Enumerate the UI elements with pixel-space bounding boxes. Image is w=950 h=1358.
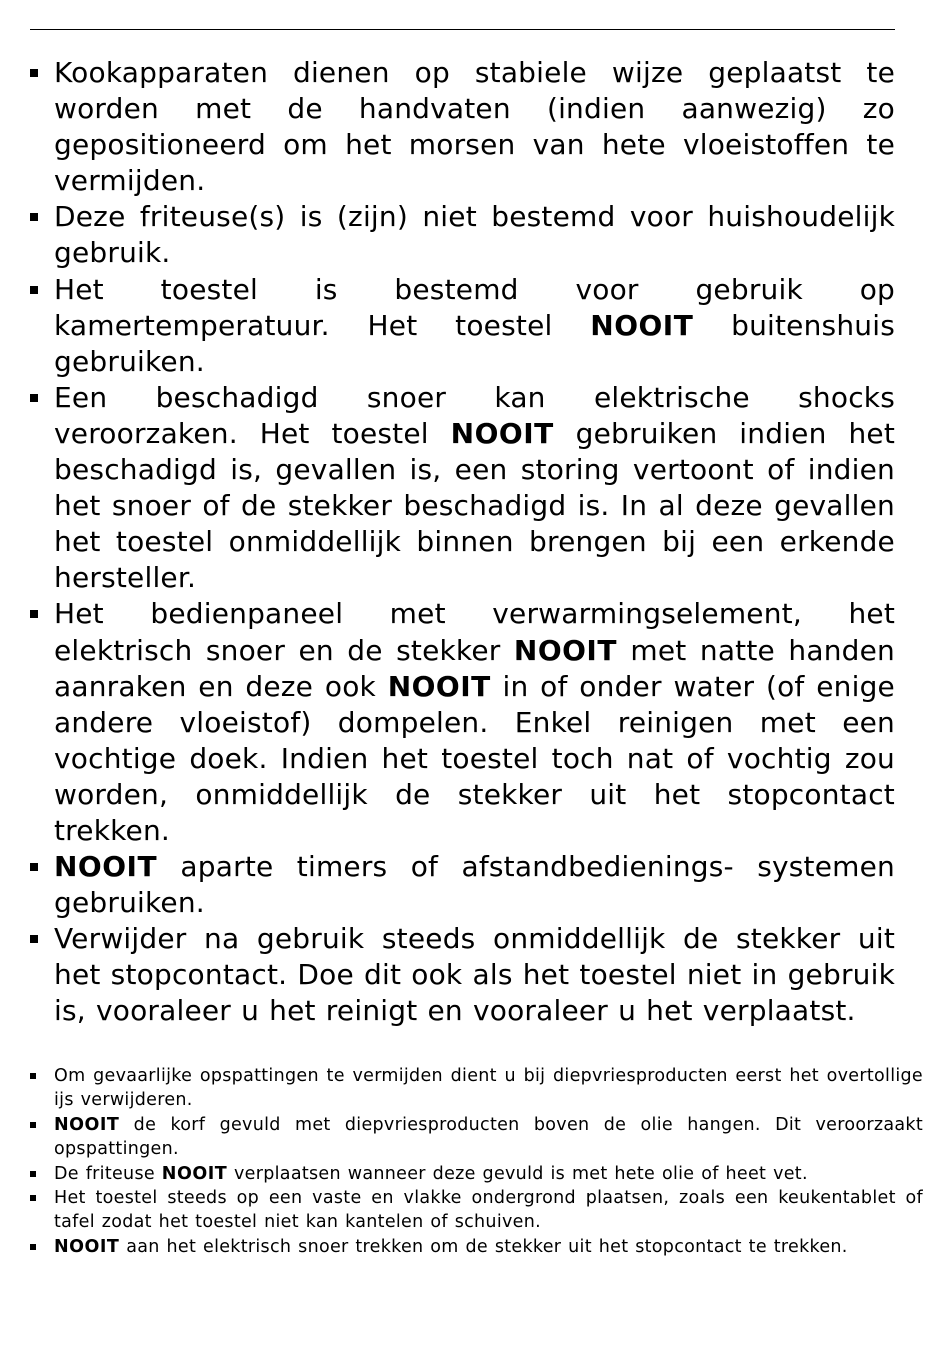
top-rule: [30, 29, 895, 30]
list-item: [30, 921, 895, 1029]
item-text: Verwijder na gebruik steeds onmiddellijk de stekker uit het stopcontact. Doe dit ook als het toestel niet in gebruik is, vooraleer u het reinigt en vooraleer u het verplaatst.: [54, 922, 895, 1028]
item-text: Deze friteuse(s) is (zijn) niet bestemd voor huishoudelijk gebruik.: [54, 200, 895, 270]
list-item: [30, 1064, 923, 1113]
list-item: [30, 1162, 923, 1186]
item-text: buitenshuis gebruiken.: [54, 308, 896, 378]
list-item: [30, 596, 895, 849]
square-bullet-icon: [30, 1195, 36, 1201]
safety-list-large: [30, 55, 895, 1030]
emphasis-nooit: NOOIT: [54, 850, 158, 884]
list-item: [30, 380, 895, 597]
square-bullet-icon: [30, 213, 38, 221]
square-bullet-icon: [30, 1244, 36, 1250]
square-bullet-icon: [30, 69, 38, 77]
emphasis-nooit: NOOIT: [387, 669, 491, 703]
square-bullet-icon: [30, 610, 38, 618]
list-item: [30, 1186, 923, 1235]
item-text: in of onder water (of enige andere vloeistof) dompelen. Enkel reinigen met een vochtige doek. Indien het toestel toch nat of vochtig zou worden, onmiddellijk de stekker uit het stopcontact trekken.: [54, 669, 895, 847]
square-bullet-icon: [30, 394, 38, 402]
emphasis-nooit: NOOIT: [54, 1114, 120, 1135]
item-text: De friteuse: [54, 1163, 162, 1184]
square-bullet-icon: [30, 863, 38, 871]
item-text: gebruiken indien het beschadigd is, gevallen is, een storing vertoont of indien het snoer of de stekker beschadigd is. In al deze gevallen het toestel onmiddellijk binnen brengen bij een erkende hersteller.: [54, 416, 895, 595]
item-text: aparte timers of afstandbedienings- systemen gebruiken.: [54, 850, 895, 920]
item-text: aan het elektrisch snoer trekken om de stekker uit het stopcontact te trekken.: [119, 1236, 848, 1257]
item-text: Kookapparaten dienen op stabiele wijze geplaatst te worden met de handvaten (indien aanwezig) zo gepositioneerd om het morsen van hete vloeistoffen te vermijden.: [54, 56, 895, 198]
emphasis-nooit: NOOIT: [54, 1236, 120, 1257]
square-bullet-icon: [30, 1073, 36, 1079]
list-item: [30, 1235, 923, 1259]
square-bullet-icon: [30, 1171, 36, 1177]
square-bullet-icon: [30, 1122, 36, 1128]
list-item: [30, 1113, 923, 1162]
list-item: [30, 272, 895, 380]
item-text: met natte handen aanraken en deze ook: [54, 633, 895, 703]
item-text: Een beschadigd snoer kan elektrische shocks veroorzaken. Het toestel: [54, 380, 895, 450]
item-text: Het toestel is bestemd voor gebruik op kamertemperatuur. Het toestel: [54, 272, 895, 342]
emphasis-nooit: NOOIT: [513, 633, 617, 667]
list-item: [30, 199, 895, 271]
emphasis-nooit: NOOIT: [161, 1163, 228, 1184]
item-text: Het toestel steeds op een vaste en vlakke ondergrond plaatsen, zoals een keukentablet of tafel zodat het toestel niet kan kantelen of schuiven.: [54, 1188, 923, 1233]
item-text: de korf gevuld met diepvriesproducten boven de olie hangen. Dit veroorzaakt opspattingen.: [54, 1114, 923, 1160]
safety-list-small: [30, 1064, 923, 1259]
square-bullet-icon: [30, 935, 38, 943]
list-item: [30, 849, 895, 921]
square-bullet-icon: [30, 286, 38, 294]
item-text: Het bedienpaneel met verwarmingselement, het elektrisch snoer en de stekker: [54, 597, 895, 667]
emphasis-nooit: NOOIT: [450, 416, 554, 450]
list-item: [30, 55, 895, 199]
item-text: verplaatsen wanneer deze gevuld is met hete olie of heet vet.: [227, 1163, 808, 1184]
emphasis-nooit: NOOIT: [590, 308, 694, 342]
item-text: Om gevaarlijke opspattingen te vermijden dient u bij diepvriesproducten eerst het overtollige ijs verwijderen.: [54, 1066, 923, 1111]
